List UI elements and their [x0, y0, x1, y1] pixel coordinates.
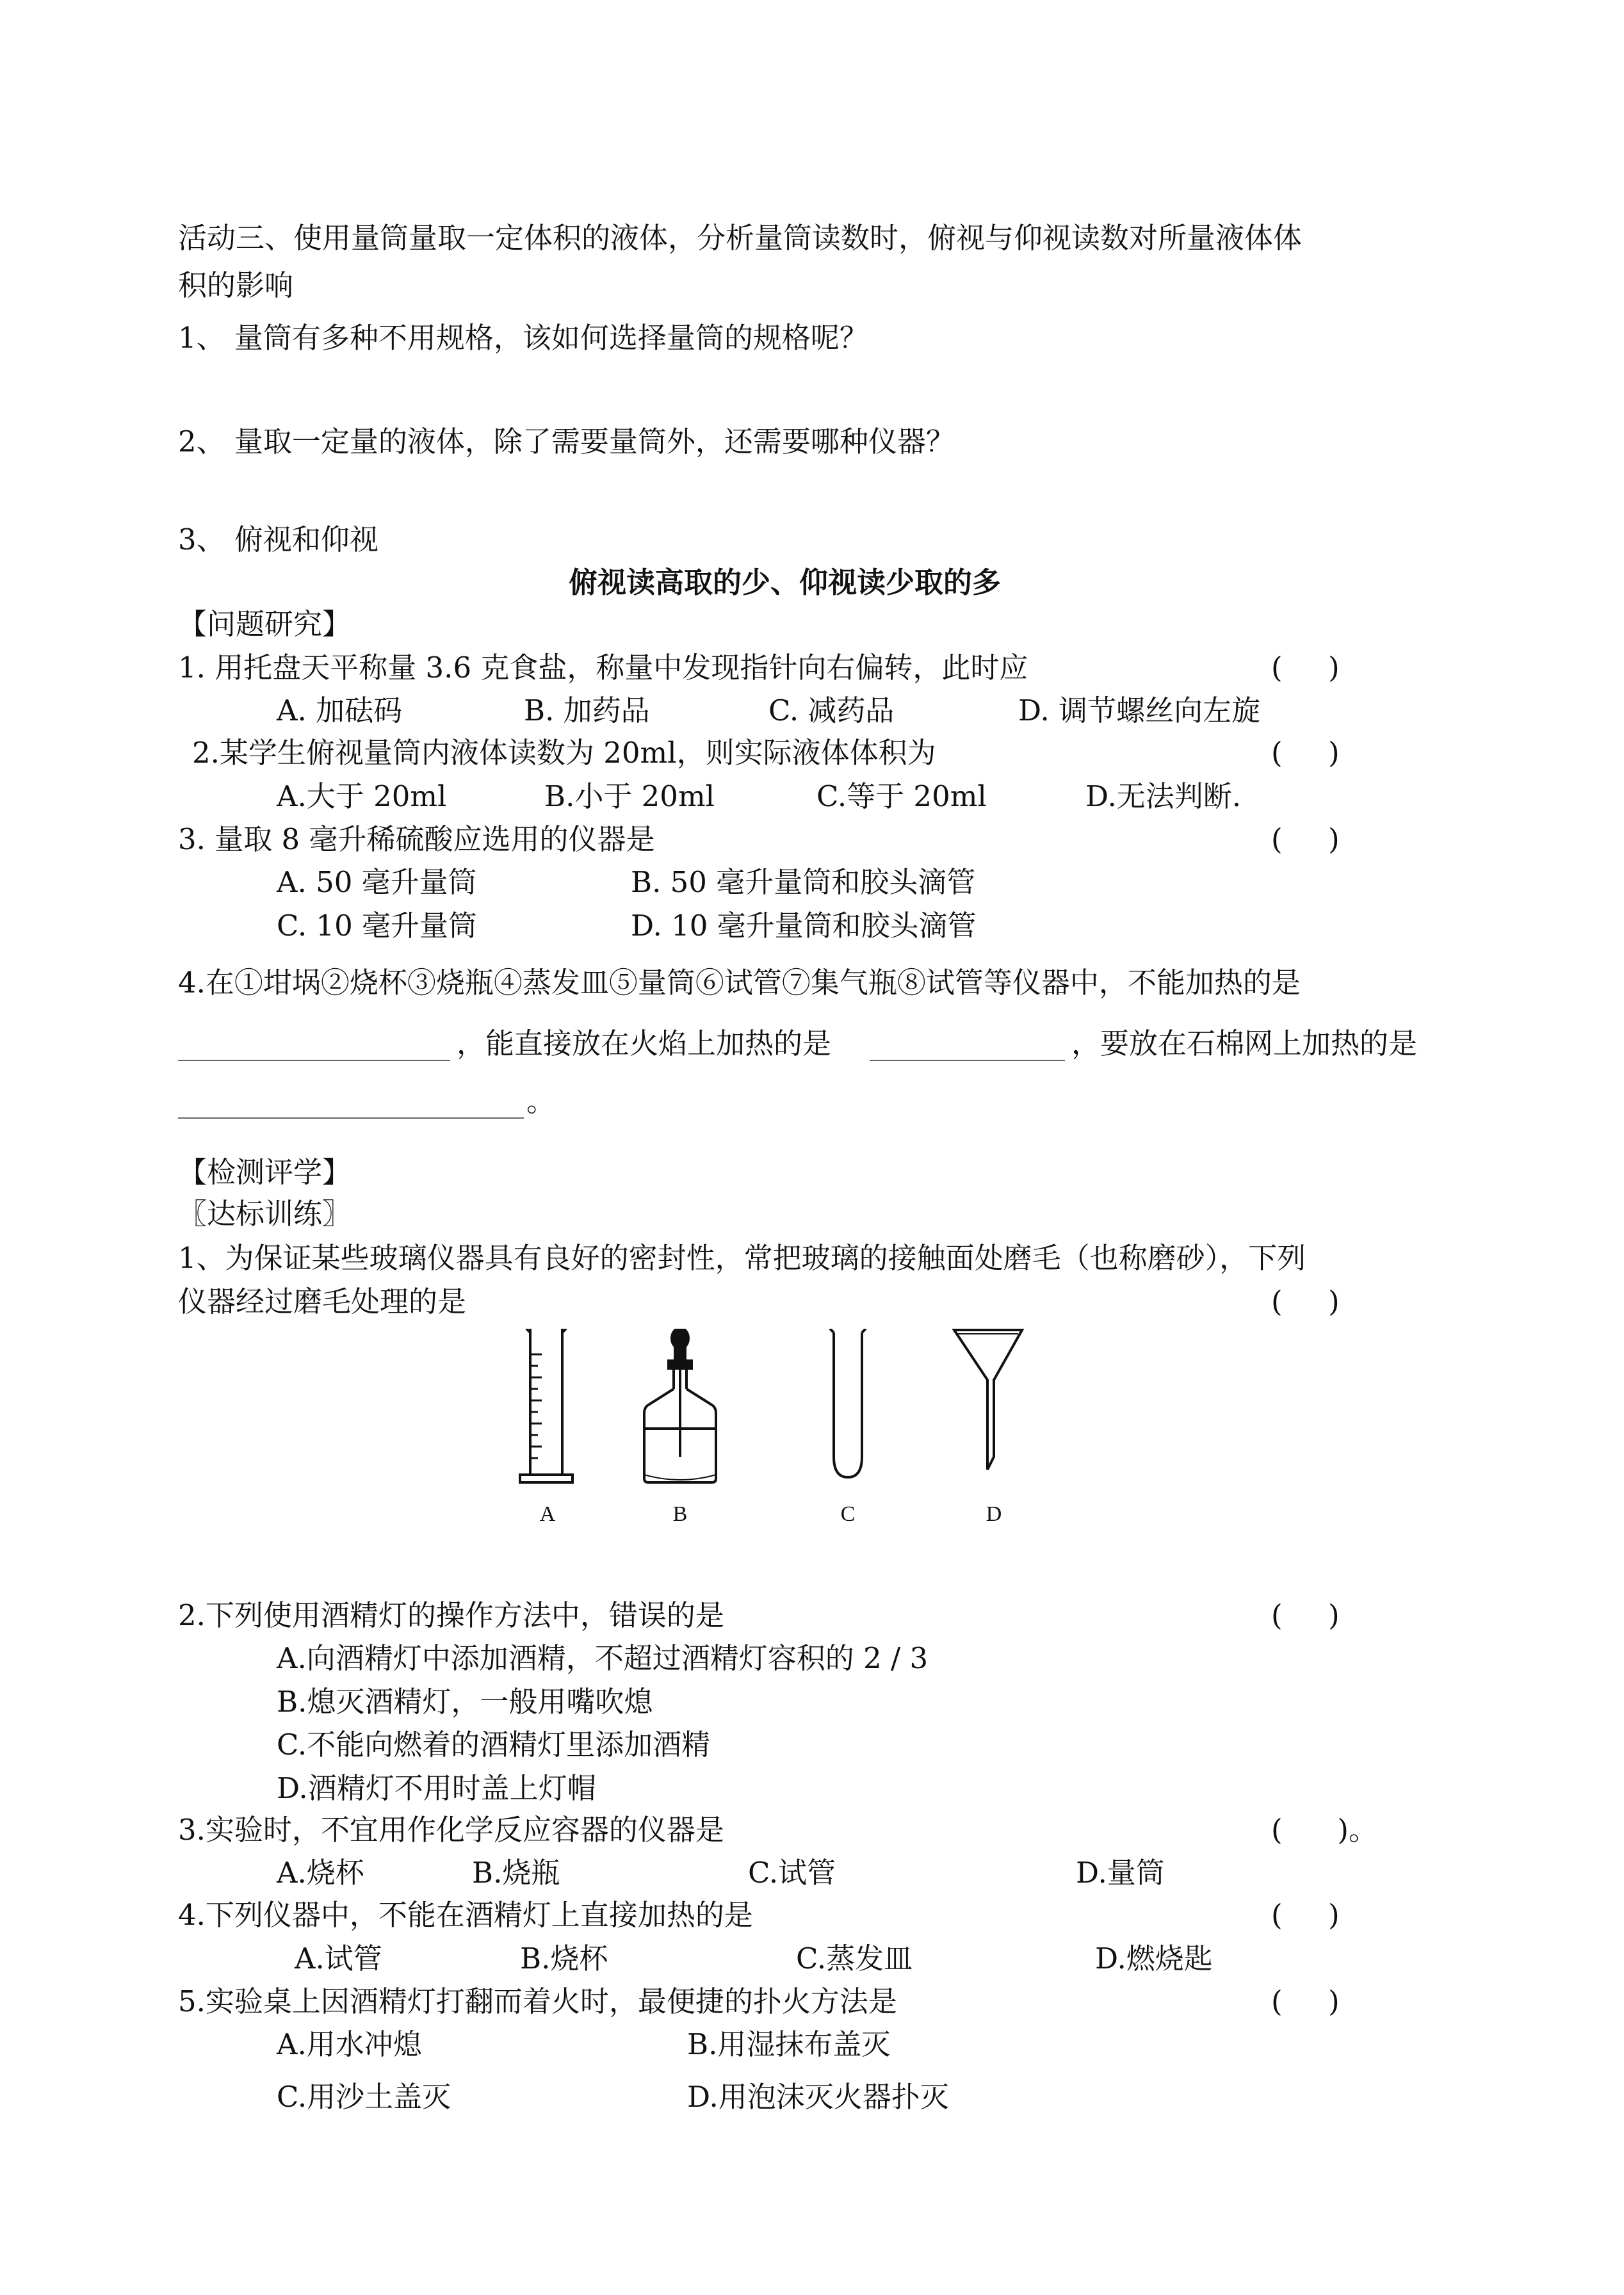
reading-summary: 俯视读高取的少、仰视读少取的多: [569, 565, 1002, 599]
figure-label-c: C: [840, 1502, 856, 1526]
research-q3-option-c: C. 10 毫升量筒: [277, 909, 478, 943]
assessment-q3-option-b: B.烧瓶: [472, 1856, 560, 1890]
assessment-q5-option-b: B.用湿抹布盖灭: [687, 2027, 891, 2061]
research-q3-bracket: ( ): [1271, 822, 1340, 856]
instrument-figure: [512, 1329, 1076, 1540]
research-q1-option-a: A. 加砝码: [277, 693, 403, 727]
research-heading: 【问题研究】: [178, 607, 352, 641]
assessment-q4-option-d: D.燃烧匙: [1095, 1942, 1213, 1975]
activity-title-line1: 活动三、使用量筒量取一定体积的液体，分析量筒读数时，俯视与仰视读数对所量液体体: [178, 221, 1303, 255]
research-q2-option-b: B.小于 20ml: [544, 779, 715, 813]
activity-question-3: 3、 俯视和仰视: [178, 523, 378, 556]
figure-label-b: B: [672, 1502, 688, 1526]
assessment-q2-stem: 2.下列使用酒精灯的操作方法中，错误的是: [178, 1598, 724, 1632]
research-q2-bracket: ( ): [1271, 736, 1340, 770]
assessment-q2-bracket: ( ): [1271, 1598, 1340, 1632]
research-q3-option-d: D. 10 毫升量筒和胶头滴管: [631, 909, 977, 943]
figure-label-a: A: [539, 1502, 556, 1526]
answer-blank-direct-heat[interactable]: [870, 1060, 1065, 1061]
research-q2-stem: 2.某学生俯视量筒内液体读数为 20ml，则实际液体体积为: [192, 736, 936, 770]
assessment-subheading: 〖达标训练〗: [178, 1197, 352, 1231]
activity-question-2: 2、 量取一定量的液体，除了需要量筒外，还需要哪种仪器？: [178, 425, 955, 458]
assessment-q4-option-a: A.试管: [295, 1942, 382, 1975]
assessment-q3-bracket: ( )。: [1271, 1813, 1377, 1847]
activity-question-1: 1、 量筒有多种不用规格，该如何选择量筒的规格呢？: [178, 321, 868, 355]
assessment-q3-stem: 3.实验时，不宜用作化学反应容器的仪器是: [178, 1813, 724, 1847]
research-q1-option-b: B. 加药品: [524, 693, 650, 727]
assessment-q4-option-b: B.烧杯: [520, 1942, 608, 1975]
assessment-q1-line1: 1、为保证某些玻璃仪器具有良好的密封性，常把玻璃的接触面处磨毛（也称磨砂），下列: [178, 1241, 1306, 1275]
answer-blank-asbestos-gauze[interactable]: [178, 1117, 524, 1119]
figure-label-d: D: [986, 1502, 1002, 1526]
assessment-q5-stem: 5.实验桌上因酒精灯打翻而着火时，最便捷的扑火方法是: [178, 1984, 897, 2018]
research-q3-option-b: B. 50 毫升量筒和胶头滴管: [631, 865, 976, 899]
research-q1-stem: 1. 用托盘天平称量 3.6 克食盐，称量中发现指针向右偏转，此时应: [178, 651, 1028, 685]
activity-title-line2: 积的影响: [178, 268, 294, 302]
assessment-q2-option-d: D.酒精灯不用时盖上灯帽: [277, 1771, 596, 1805]
research-q4-line1: 4.在①坩埚②烧杯③烧瓶④蒸发皿⑤量筒⑥试管⑦集气瓶⑧试管等仪器中，不能加热的是: [178, 966, 1301, 1000]
assessment-q1-line2: 仪器经过磨毛处理的是: [178, 1285, 467, 1318]
research-q2-option-c: C.等于 20ml: [816, 779, 987, 813]
assessment-q5-option-c: C.用沙土盖灭: [277, 2080, 451, 2114]
research-q1-bracket: ( ): [1271, 651, 1340, 685]
assessment-heading: 【检测评学】: [178, 1155, 352, 1189]
research-q1-option-d: D. 调节螺丝向左旋: [1018, 693, 1261, 727]
assessment-q4-bracket: ( ): [1271, 1898, 1340, 1932]
assessment-q3-option-d: D.量筒: [1076, 1856, 1165, 1890]
research-q3-option-a: A. 50 毫升量筒: [277, 865, 477, 899]
research-q2-option-a: A.大于 20ml: [277, 779, 447, 813]
assessment-q2-option-a: A.向酒精灯中添加酒精，不超过酒精灯容积的 2 / 3: [277, 1641, 929, 1675]
assessment-q3-option-a: A.烧杯: [277, 1856, 364, 1890]
funnel-drawing: [954, 1330, 1022, 1470]
graduated-cylinder-drawing: [520, 1329, 572, 1482]
answer-blank-not-heatable[interactable]: [178, 1060, 450, 1061]
test-tube-drawing: [830, 1329, 866, 1477]
assessment-q5-option-d: D.用泡沫灭火器扑灭: [687, 2080, 949, 2114]
assessment-q1-bracket: ( ): [1271, 1285, 1340, 1318]
research-q3-stem: 3. 量取 8 毫升稀硫酸应选用的仪器是: [178, 822, 655, 856]
research-q4-mid2: ，要放在石棉网上加热的是: [1071, 1026, 1418, 1060]
assessment-q2-option-b: B.熄灭酒精灯，一般用嘴吹熄: [277, 1685, 653, 1719]
dropper-bottle-drawing: [644, 1329, 716, 1482]
assessment-q3-option-c: C.试管: [748, 1856, 836, 1890]
assessment-q4-stem: 4.下列仪器中，不能在酒精灯上直接加热的是: [178, 1898, 753, 1932]
assessment-q5-option-a: A.用水冲熄: [277, 2027, 422, 2061]
assessment-q5-bracket: ( ): [1271, 1984, 1340, 2018]
research-q2-option-d: D.无法判断.: [1085, 779, 1242, 813]
assessment-q4-option-c: C.蒸发皿: [796, 1942, 913, 1975]
research-q4-mid1: ，能直接放在火焰上加热的是: [457, 1026, 832, 1060]
research-q1-option-c: C. 减药品: [768, 693, 895, 727]
research-q4-end: 。: [526, 1084, 556, 1118]
assessment-q2-option-c: C.不能向燃着的酒精灯里添加酒精: [277, 1728, 711, 1762]
